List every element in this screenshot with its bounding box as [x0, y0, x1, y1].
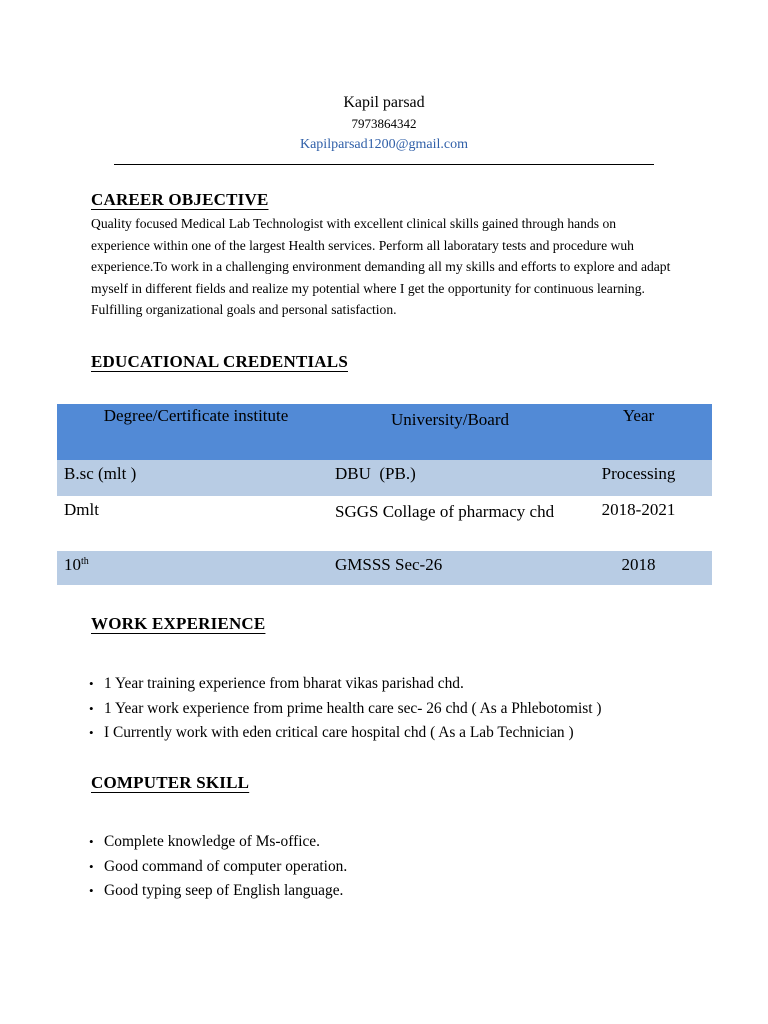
degree-superscript: th: [81, 556, 89, 567]
computer-skill-heading: COMPUTER SKILL: [91, 773, 250, 792]
education-heading: EDUCATIONAL CREDENTIALS: [91, 352, 348, 371]
university-cell: SGGS Collage of pharmacy chd: [335, 502, 555, 521]
phone-number: 7973864342: [351, 116, 417, 131]
list-item: • Complete knowledge of Ms-office.: [89, 830, 347, 855]
list-item: • 1 Year training experience from bharat vikas parishad chd.: [89, 672, 601, 697]
list-item: • Good typing seep of English language.: [89, 879, 347, 904]
year-cell: 2018: [621, 555, 656, 574]
year-cell: 2018-2021: [601, 500, 676, 519]
degree-text: 10: [64, 555, 81, 574]
column-header: Degree/Certificate institute: [103, 406, 289, 425]
header-divider: [114, 164, 654, 165]
education-table: [57, 404, 712, 585]
university-cell: DBU (PB.): [335, 464, 416, 483]
computer-skill-list: [89, 830, 347, 904]
degree-cell: [57, 551, 335, 585]
candidate-name: Kapil parsad: [343, 94, 425, 111]
column-header: Year: [622, 406, 655, 425]
list-item: • I Currently work with eden critical care hospital chd ( As a Lab Technician ): [89, 721, 601, 746]
table-row: [57, 496, 712, 551]
university-cell: GMSSS Sec-26: [335, 555, 443, 574]
degree-cell: Dmlt: [64, 500, 99, 519]
email-link[interactable]: Kapilparsad1200@gmail.com: [299, 137, 469, 152]
work-experience-list: [89, 672, 601, 746]
career-objective-text: Quality focused Medical Lab Technologist with excellent clinical skills gained through hands on experience within one of the largest Health services. Perform all laboratary tests and procedure wuh experience.To work in a challenging environment demanding all my skills and efforts to explore and adapt myself in different fields and realize my potential where I get the opportunity for continuous learning. Fulfilling organizational goals and personal satisfaction.: [91, 216, 671, 318]
table-header-row: [57, 404, 712, 460]
career-objective-heading: CAREER OBJECTIVE: [91, 190, 269, 209]
list-item: • 1 Year work experience from prime health care sec- 26 chd ( As a Phlebotomist ): [89, 697, 601, 722]
work-experience-heading: WORK EXPERIENCE: [91, 614, 266, 633]
table-row: [57, 551, 712, 585]
year-cell: Processing: [601, 464, 676, 483]
table-row: [57, 460, 712, 496]
column-header: University/Board: [390, 410, 510, 429]
resume-header: [0, 92, 768, 156]
list-item: • Good command of computer operation.: [89, 855, 347, 880]
degree-cell: B.sc (mlt ): [64, 464, 137, 483]
